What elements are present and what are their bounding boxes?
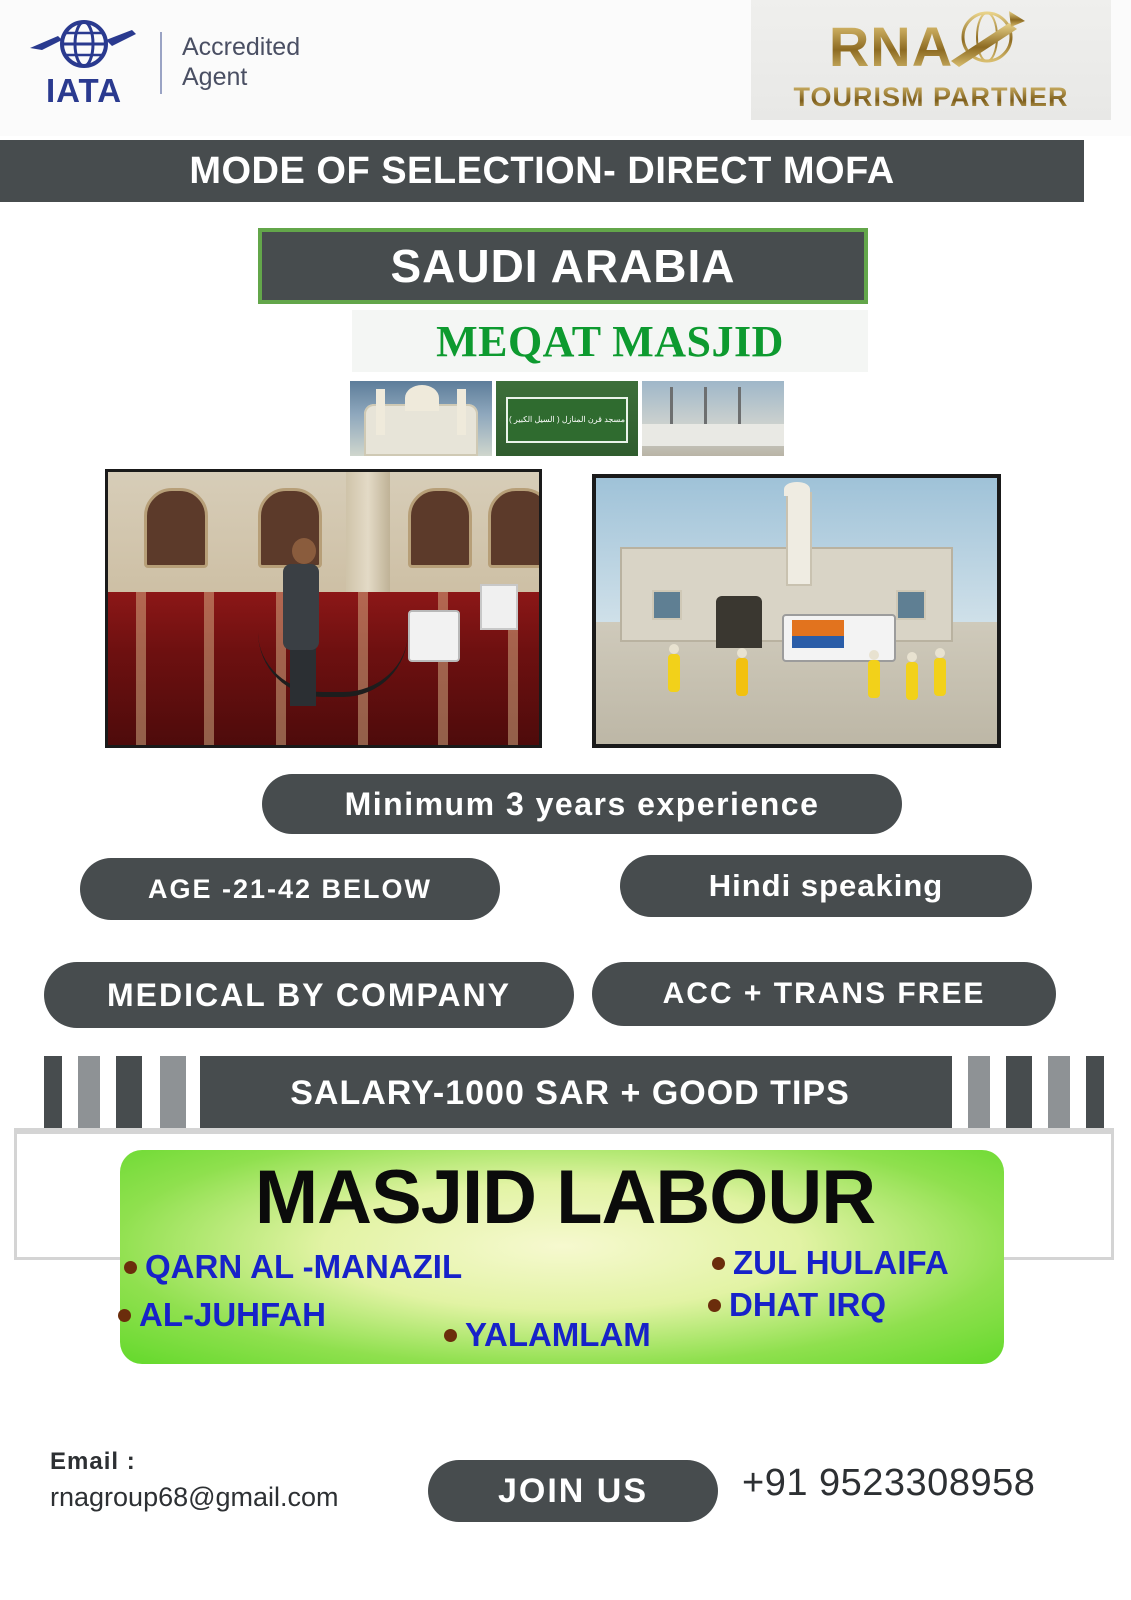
poster-header (0, 0, 1131, 136)
job-site-yalamlam (444, 1316, 651, 1354)
mosque-exterior-sweeping-photo (592, 474, 1001, 748)
worker-figure (736, 658, 748, 696)
email-value[interactable]: rnagroup68@gmail.com (50, 1482, 339, 1512)
arch-window-3 (408, 488, 472, 568)
job-site-zul-label: ZUL HULAIFA (733, 1244, 949, 1281)
truck-blue-panel (792, 636, 844, 648)
iata-accredited-line2: Agent (182, 62, 248, 91)
rna-globe-icon (947, 7, 1033, 86)
mosque-courtyard-thumb (642, 381, 784, 456)
requirement-medical (44, 962, 574, 1028)
job-site-juhfah (118, 1296, 326, 1334)
truck-orange-panel (792, 620, 844, 636)
iata-mark (28, 18, 140, 107)
salary-label: SALARY-1000 SAR + GOOD TIPS (290, 1073, 850, 1112)
rna-logo (751, 0, 1111, 120)
job-site-qarn-label: QARN AL -MANAZIL (145, 1248, 463, 1285)
rna-subtitle: TOURISM PARTNER (793, 82, 1069, 112)
iata-accredited-line1: Accredited (182, 33, 301, 61)
requirement-experience (262, 774, 902, 834)
mosque-window (896, 590, 926, 620)
job-site-yalamlam-label: YALAMLAM (465, 1316, 651, 1353)
requirement-language-label: Hindi speaking (708, 868, 944, 903)
iata-logo (28, 18, 300, 107)
mode-of-selection-text: MODE OF SELECTION- DIRECT MOFA (189, 149, 895, 192)
iata-accreditation (182, 33, 300, 92)
mosque-sign-text: مسجد قرن المنازل ( السيل الكبير ) (506, 397, 628, 443)
requirement-language (620, 855, 1032, 917)
join-us-button[interactable] (428, 1460, 718, 1522)
worker-figure (668, 654, 680, 692)
requirement-accommodation-label: ACC + TRANS FREE (662, 977, 986, 1010)
worker-figure (934, 658, 946, 696)
requirement-experience-label: Minimum 3 years experience (344, 785, 820, 822)
vacuum-machine (408, 610, 460, 662)
salary-plate (220, 1056, 920, 1130)
bullet-icon (444, 1329, 457, 1342)
mosque-carpet-cleaning-photo (105, 469, 542, 748)
mosque-night-thumb (350, 381, 492, 456)
carpet-stripe (204, 592, 214, 745)
job-site-zul (712, 1244, 949, 1282)
light-pole-1 (670, 387, 673, 427)
light-pole-2 (704, 387, 707, 427)
project-label: MEQAT MASJID (436, 316, 784, 366)
mosque-sign-thumb (496, 381, 638, 456)
minaret (786, 492, 812, 586)
iata-wordmark: IATA (45, 72, 123, 109)
carpet-stripe (136, 592, 146, 745)
minaret-right-shape (457, 389, 466, 435)
worker-legs (290, 644, 316, 706)
mosque-window (652, 590, 682, 620)
worker-figure (868, 660, 880, 698)
logo-divider (160, 32, 162, 94)
worker-torso (283, 564, 319, 650)
worker-figure (906, 662, 918, 700)
minaret-left-shape (376, 389, 385, 435)
rna-top-row (829, 7, 1033, 86)
worker-head (292, 538, 316, 564)
light-pole-3 (738, 387, 741, 427)
country-label: SAUDI ARABIA (390, 240, 736, 292)
project-banner (352, 310, 868, 372)
requirement-age (80, 858, 500, 920)
requirement-accommodation (592, 962, 1056, 1026)
bullet-icon (118, 1309, 131, 1322)
arch-window-4 (488, 488, 542, 568)
job-site-qarn (124, 1248, 462, 1286)
mosque-doorway (716, 596, 762, 648)
bullet-icon (124, 1261, 137, 1274)
thumbnail-strip (350, 381, 784, 456)
dome-shape (405, 385, 439, 411)
arch-window-1 (144, 488, 208, 568)
rna-wordmark: RNA (828, 14, 954, 78)
email-label: Email : (50, 1448, 136, 1475)
job-site-dhat (708, 1286, 886, 1324)
job-site-juhfah-label: AL-JUHFAH (139, 1296, 326, 1333)
minaret-cap (784, 482, 810, 496)
job-title: MASJID LABOUR (254, 1155, 876, 1240)
join-us-label: JOIN US (497, 1471, 649, 1510)
job-site-dhat-label: DHAT IRQ (729, 1286, 887, 1323)
mosque-column (346, 472, 390, 598)
salary-band (44, 1056, 1104, 1130)
requirement-medical-label: MEDICAL BY COMPANY (106, 976, 512, 1013)
requirement-age-label: AGE -21-42 BELOW (147, 873, 433, 904)
mode-of-selection-bar (0, 140, 1084, 202)
white-chair (480, 584, 518, 630)
phone-number[interactable]: +91 9523308958 (742, 1462, 1036, 1504)
bullet-icon (708, 1299, 721, 1312)
iata-globe-icon (28, 18, 140, 72)
bullet-icon (712, 1257, 725, 1270)
country-banner (258, 228, 868, 304)
